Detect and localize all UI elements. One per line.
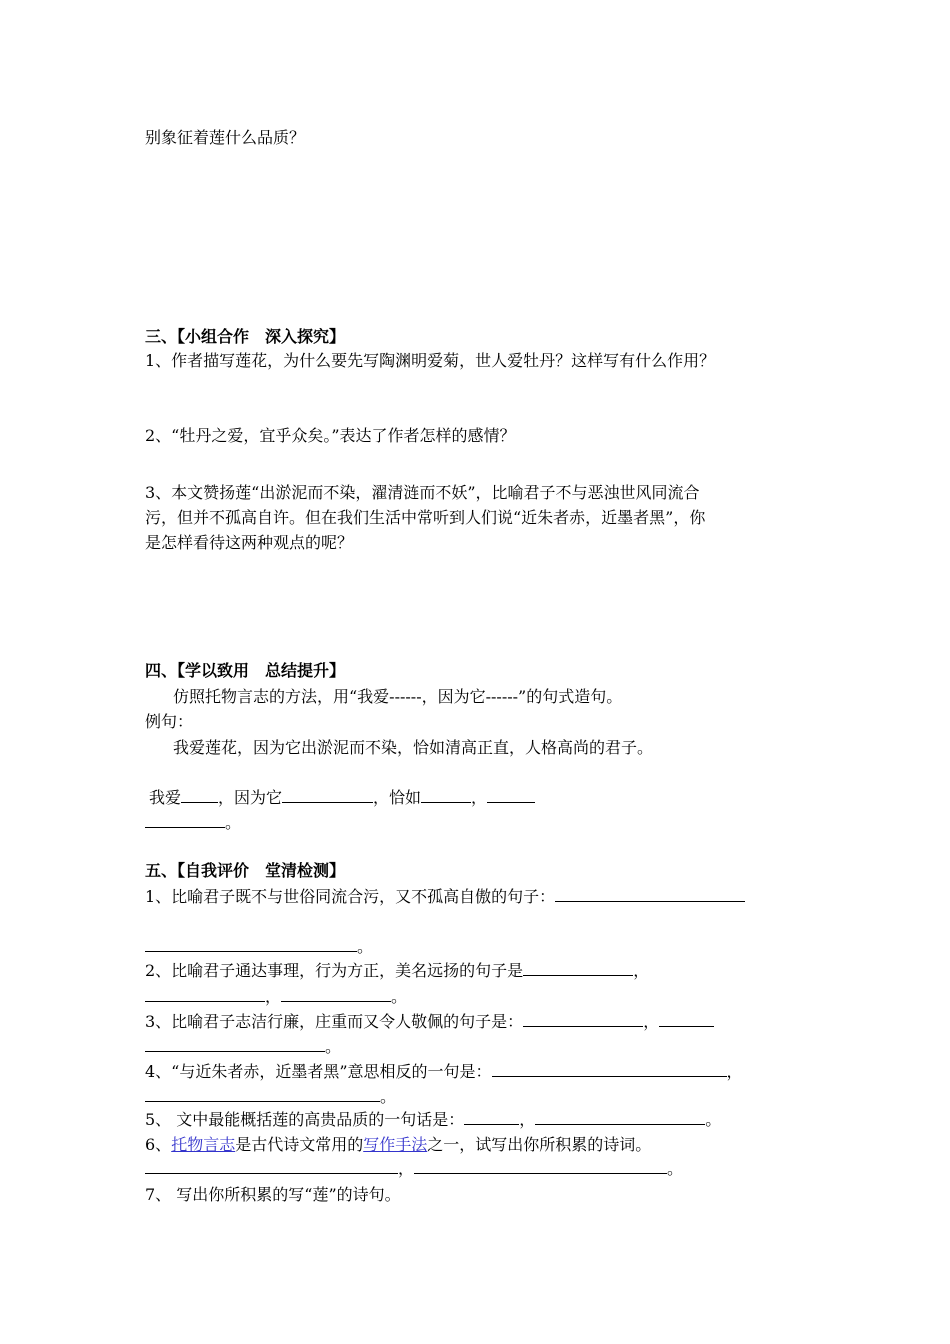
blank[interactable]	[535, 1109, 705, 1125]
blank[interactable]	[145, 1086, 380, 1102]
blank[interactable]	[487, 787, 535, 803]
blank[interactable]	[282, 787, 373, 803]
blank[interactable]	[145, 986, 265, 1002]
section-5-title: 五、【自我评价 堂清检测】	[145, 861, 346, 880]
blank[interactable]	[145, 1036, 325, 1052]
s5-q3-text: 3、比喻君子志洁行廉，庄重而又令人敬佩的句子是：	[145, 1012, 524, 1031]
punct: 。	[357, 937, 374, 956]
punct: 。	[705, 1110, 722, 1129]
s5-question-3-cont	[145, 1036, 341, 1058]
section-3-title: 三、【小组合作 深入探究】	[145, 327, 346, 346]
s5-q6-prefix: 6、	[145, 1135, 172, 1154]
s4-fill-text-4: ，	[471, 788, 488, 807]
blank[interactable]	[523, 960, 633, 976]
section-4-title: 四、【学以致用 总结提升】	[145, 661, 346, 680]
s5-question-3	[145, 1011, 714, 1033]
s5-question-2	[145, 960, 649, 982]
s5-q6-text-middle: 是古代诗文常用的	[235, 1135, 364, 1154]
intro-line: 别象征着莲什么品质？	[145, 128, 306, 147]
punct: ，	[519, 1110, 536, 1129]
punct: ，	[643, 1012, 660, 1031]
s3-question-3-line2: 污，但并不孤高自许。但在我们生活中常听到人们说“近朱者赤，近墨者黑”，你	[145, 508, 706, 527]
link-tuowuyanzhi[interactable]: 托物言志	[171, 1135, 236, 1154]
blank[interactable]	[523, 1011, 643, 1027]
blank[interactable]	[145, 812, 225, 828]
s5-q6-text-end: 之一，试写出你所积累的诗词。	[427, 1135, 652, 1154]
s5-q4-text: 4、“与近朱者赤，近墨者黑”意思相反的一句是：	[145, 1062, 492, 1081]
s4-fill-text-3: ，恰如	[373, 788, 422, 807]
s3-question-3-line3: 是怎样看待这两种观点的呢？	[145, 533, 354, 552]
punct: ，	[265, 987, 282, 1006]
s3-question-1: 1、作者描写莲花，为什么要先写陶渊明爱菊，世人爱牡丹？这样写有什么作用？	[145, 351, 716, 370]
s3-question-2: 2、“牡丹之爱，宜乎众矣。”表达了作者怎样的感情？	[145, 426, 516, 445]
s5-question-6-cont	[145, 1158, 683, 1180]
s3-question-3-line1: 3、本文赞扬莲“出淤泥而不染，濯清涟而不妖”，比喻君子不与恶浊世风同流合	[145, 483, 700, 502]
s5-question-4	[145, 1061, 743, 1083]
blank[interactable]	[145, 1158, 398, 1174]
s5-question-6	[145, 1134, 651, 1156]
blank[interactable]	[492, 1061, 727, 1077]
punct: ，	[726, 1062, 743, 1081]
punct: ，	[398, 1159, 415, 1178]
blank[interactable]	[464, 1109, 519, 1125]
s5-question-1	[145, 886, 745, 908]
punct: 。	[325, 1037, 342, 1056]
blank[interactable]	[281, 986, 391, 1002]
s5-question-2-cont	[145, 986, 407, 1008]
s4-fill-line	[149, 787, 535, 809]
s4-fill-line-2	[145, 812, 241, 834]
s4-fill-text-2: ，因为它	[218, 788, 283, 807]
blank[interactable]	[414, 1158, 667, 1174]
s5-question-7: 7、 写出你所积累的写“莲”的诗句。	[145, 1185, 401, 1204]
s5-q2-text: 2、比喻君子通达事理，行为方正，美名远扬的句子是	[145, 961, 524, 980]
s5-question-1-cont	[145, 936, 373, 958]
s4-instruction: 仿照托物言志的方法，用“我爱------，因为它------”的句式造句。	[173, 687, 623, 706]
blank[interactable]	[659, 1011, 714, 1027]
s5-question-5	[145, 1109, 721, 1131]
s4-fill-text-1: 我爱	[149, 788, 182, 807]
blank[interactable]	[421, 787, 471, 803]
s5-q1-text: 1、比喻君子既不与世俗同流合污，又不孤高自傲的句子：	[145, 887, 556, 906]
punct: 。	[667, 1159, 684, 1178]
s5-question-4-cont	[145, 1086, 396, 1108]
link-xiezuoshoufa[interactable]: 写作手法	[363, 1135, 428, 1154]
punct: ，	[633, 961, 650, 980]
s5-q5-text: 5、 文中最能概括莲的高贵品质的一句话是：	[145, 1110, 465, 1129]
punct: 。	[380, 1087, 397, 1106]
s4-example-label: 例句：	[145, 712, 194, 731]
blank[interactable]	[181, 787, 218, 803]
s4-example-sentence: 我爱莲花，因为它出淤泥而不染，恰如清高正直，人格高尚的君子。	[173, 738, 654, 757]
punct: 。	[391, 987, 408, 1006]
blank[interactable]	[555, 886, 745, 902]
blank[interactable]	[145, 936, 357, 952]
s4-fill-end: 。	[225, 813, 242, 832]
